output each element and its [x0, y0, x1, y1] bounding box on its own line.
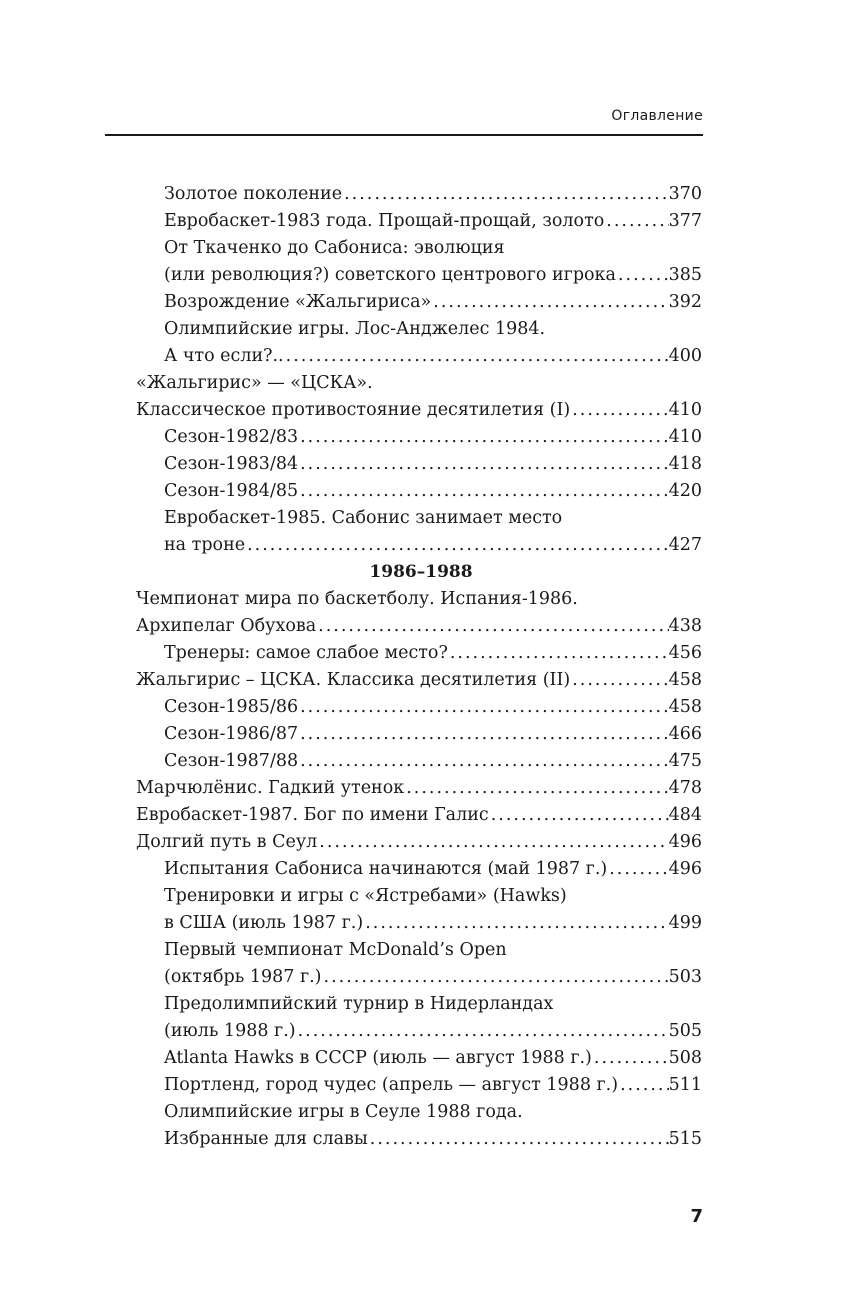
toc-entry[interactable] — [136, 532, 702, 559]
toc-entry-page: 475 — [668, 751, 702, 771]
toc-entry[interactable] — [136, 748, 702, 775]
toc-leader-dots — [298, 478, 668, 505]
toc-entry-title: Евробаскет-1987. Бог по имени Галис — [136, 805, 489, 825]
toc-entry-page: 456 — [668, 643, 702, 663]
toc-entry[interactable] — [136, 424, 702, 451]
toc-entry-title: От Ткаченко до Сабониса: эволюция — [164, 238, 505, 258]
running-header-title: Оглавление — [611, 108, 703, 124]
toc-entry[interactable] — [136, 910, 702, 937]
toc-entry-title: Сезон-1982/83 — [164, 427, 299, 447]
toc-entry-title: Портленд, город чудес (апрель — август 1988 г.) — [164, 1075, 619, 1095]
toc-entry-title: Atlanta Hawks в СССР (июль — август 1988 г.) — [164, 1048, 592, 1068]
toc-entry-page: 400 — [668, 346, 702, 366]
toc-entry[interactable] — [136, 1099, 702, 1126]
toc-entry-page: 377 — [668, 211, 702, 231]
toc-leader-dots — [298, 748, 668, 775]
toc-entry[interactable] — [136, 289, 702, 316]
toc-entry-page: 499 — [668, 913, 702, 933]
toc-entry-title: Марчюлёнис. Гадкий утенок — [136, 778, 405, 798]
toc-entry-title: Первый чемпионат McDonald’s Open — [164, 940, 507, 960]
toc-leader-dots — [431, 289, 668, 316]
toc-leader-dots — [317, 829, 668, 856]
page-number: 7 — [690, 1206, 703, 1227]
toc-leader-dots — [245, 532, 668, 559]
toc-entry-page: 420 — [668, 481, 702, 501]
toc-entry-title: А что если?.. — [164, 346, 284, 366]
toc-leader-dots — [570, 397, 668, 424]
toc-entry[interactable] — [136, 1018, 702, 1045]
toc-entry[interactable] — [136, 613, 702, 640]
toc-entry[interactable] — [136, 829, 702, 856]
toc-entry-page: 458 — [668, 697, 702, 717]
toc-entry-page: 466 — [668, 724, 702, 744]
toc-entry[interactable] — [136, 640, 702, 667]
toc-entry[interactable] — [136, 1045, 702, 1072]
toc-entry-page: 410 — [668, 400, 702, 420]
toc-leader-dots — [298, 721, 668, 748]
toc-leader-dots — [322, 964, 669, 991]
toc-entry-title: Предолимпийский турнир в Нидерландах — [164, 994, 554, 1014]
toc-entry-page: 385 — [668, 265, 702, 285]
toc-entry[interactable] — [136, 721, 702, 748]
toc-leader-dots — [604, 208, 668, 235]
toc-entry-page: 511 — [668, 1075, 702, 1095]
toc-entry-page: 478 — [668, 778, 702, 798]
toc-entry[interactable] — [136, 370, 702, 397]
toc-entry[interactable] — [136, 1072, 702, 1099]
toc-entry[interactable] — [136, 1126, 702, 1153]
table-of-contents — [136, 181, 702, 1153]
toc-entry-title: Тренеры: самое слабое место? — [164, 643, 448, 663]
toc-entry-title: Архипелаг Обухова — [136, 616, 317, 636]
toc-entry[interactable] — [136, 775, 702, 802]
toc-entry[interactable] — [136, 964, 702, 991]
toc-entry-title: Сезон-1983/84 — [164, 454, 299, 474]
toc-entry-title: Избранные для славы — [164, 1129, 368, 1149]
toc-entry-page: 503 — [668, 967, 702, 987]
toc-entry[interactable] — [136, 181, 702, 208]
toc-entry[interactable] — [136, 883, 702, 910]
toc-entry-page: 427 — [668, 535, 702, 555]
toc-entry-page: 418 — [668, 454, 702, 474]
toc-leader-dots — [342, 181, 669, 208]
toc-leader-dots — [592, 1045, 669, 1072]
toc-entry-title: Долгий путь в Сеул — [136, 832, 318, 852]
toc-leader-dots — [448, 640, 669, 667]
toc-entry-page: 438 — [668, 616, 702, 636]
toc-entry[interactable] — [136, 235, 702, 262]
toc-entry[interactable] — [136, 586, 702, 613]
toc-leader-dots — [316, 613, 668, 640]
toc-entry[interactable] — [136, 208, 702, 235]
toc-entry-page: 410 — [668, 427, 702, 447]
toc-entry-page: 370 — [668, 184, 702, 204]
toc-entry[interactable] — [136, 802, 702, 829]
toc-entry-page: 392 — [668, 292, 702, 312]
toc-entry[interactable] — [136, 505, 702, 532]
toc-leader-dots — [298, 451, 668, 478]
toc-entry-title: Чемпионат мира по баскетболу. Испания-1986. — [136, 589, 578, 609]
toc-leader-dots — [363, 910, 668, 937]
toc-entry-title: Евробаскет-1985. Сабонис занимает место — [164, 508, 563, 528]
toc-entry-title: Сезон-1985/86 — [164, 697, 299, 717]
toc-entry[interactable] — [136, 343, 702, 370]
toc-entry-title: Сезон-1986/87 — [164, 724, 299, 744]
toc-entry-title: «Жальгирис» — «ЦСКА». — [136, 373, 373, 393]
toc-entry-title: Классическое противостояние десятилетия (I) — [136, 400, 571, 420]
running-header — [105, 107, 703, 136]
toc-entry[interactable] — [136, 397, 702, 424]
toc-entry-title: Тренировки и игры с «Ястребами» (Hawks) — [164, 886, 567, 906]
toc-entry-title: (или революция?) советского центрового игрока — [164, 265, 616, 285]
toc-entry[interactable] — [136, 694, 702, 721]
toc-entry-title: в США (июль 1987 г.) — [164, 913, 364, 933]
toc-entry-page: 508 — [668, 1048, 702, 1068]
toc-leader-dots — [284, 343, 669, 370]
toc-entry-title: Сезон-1987/88 — [164, 751, 299, 771]
toc-entry-page: 496 — [668, 859, 702, 879]
toc-leader-dots — [368, 1126, 669, 1153]
toc-entry[interactable] — [136, 451, 702, 478]
toc-section-heading: 1986–1988 — [369, 562, 473, 582]
toc-entry[interactable] — [136, 262, 702, 289]
toc-leader-dots — [298, 424, 668, 451]
toc-entry-title: на троне — [164, 535, 246, 555]
toc-entry-title: Олимпийские игры. Лос-Анджелес 1984. — [164, 319, 546, 339]
toc-entry-title: Испытания Сабониса начинаются (май 1987 г.) — [164, 859, 608, 879]
toc-entry[interactable] — [136, 856, 702, 883]
toc-entry-page: 484 — [668, 805, 702, 825]
toc-leader-dots — [298, 694, 668, 721]
toc-entry-title: Сезон-1984/85 — [164, 481, 299, 501]
toc-entry[interactable] — [136, 991, 702, 1018]
toc-leader-dots — [570, 667, 668, 694]
toc-entry-title: Возрождение «Жальгириса» — [164, 292, 432, 312]
toc-entry[interactable] — [136, 667, 702, 694]
toc-leader-dots — [616, 262, 669, 289]
toc-entry[interactable] — [136, 478, 702, 505]
toc-entry-page: 458 — [668, 670, 702, 690]
toc-entry-title: Евробаскет-1983 года. Прощай-прощай, золото — [164, 211, 605, 231]
toc-entry[interactable] — [136, 316, 702, 343]
toc-leader-dots — [296, 1018, 669, 1045]
toc-entry-title: (июль 1988 г.) — [164, 1021, 296, 1041]
toc-entry-title: Олимпийские игры в Сеуле 1988 года. — [164, 1102, 523, 1122]
toc-leader-dots — [404, 775, 668, 802]
toc-entry-title: Жальгирис – ЦСКА. Классика десятилетия (II) — [136, 670, 571, 690]
toc-leader-dots — [618, 1072, 669, 1099]
toc-entry-page: 515 — [668, 1129, 702, 1149]
toc-leader-dots — [489, 802, 669, 829]
toc-entry[interactable] — [136, 937, 702, 964]
toc-entry-title: (октябрь 1987 г.) — [164, 967, 322, 987]
toc-entry-title: Золотое поколение — [164, 184, 343, 204]
toc-entry-page: 496 — [668, 832, 702, 852]
toc-entry-page: 505 — [668, 1021, 702, 1041]
toc-leader-dots — [607, 856, 668, 883]
